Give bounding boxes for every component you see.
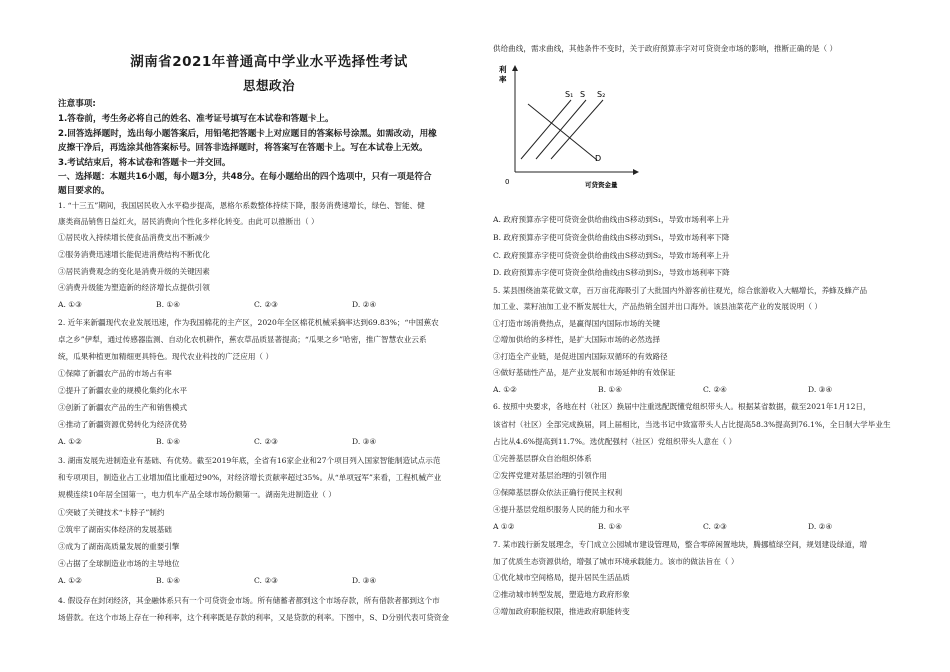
q3-option-b[interactable]: B. ①④: [156, 576, 181, 585]
x-axis-label: 可贷资金量: [585, 181, 618, 189]
q6-item: ②发挥党建对基层治理的引领作用: [493, 471, 607, 480]
q3-stem: 3. 湖南发展先进制造业有基础、有优势。截至2019年底，全省有16家企业和27个项目列入国家智能制造试点示范: [58, 456, 441, 465]
q5-stem: 5. 某县围绕油菜花做文章，百万亩花海吸引了大批国内外游客前往观光，综合旅游收入大幅增长，养蜂及蜂产品: [493, 286, 868, 295]
q3-item: ④占据了全球制造业市场的主导地位: [58, 559, 180, 568]
q1-option-c[interactable]: C. ②③: [254, 300, 278, 309]
q6-stem: 该省村（社区）全部完成换届，同上届相比，当选书记中致富带头人占比提高58.3%提高到76.1%，全日制大学毕业生: [493, 420, 891, 429]
q6-option-d[interactable]: D. ②④: [808, 522, 833, 531]
q2-item: ②提升了新疆农业的规模化集约化水平: [58, 386, 188, 395]
q4-stem-continued: 供给曲线，需求曲线，其他条件不变时，关于政府预算赤字对可贷资金市场的影响，推断正确的是（ ）: [493, 44, 838, 53]
q2-option-a[interactable]: A. ①②: [58, 437, 82, 446]
q2-options: [58, 437, 450, 447]
curve-d: [528, 104, 597, 160]
q6-option-c[interactable]: C. ②③: [703, 522, 727, 531]
q4-option-b[interactable]: B. 政府预算赤字使可贷资金供给曲线由S移动到S₁，导致市场利率下降: [493, 233, 730, 242]
q1-stem: 1. “十三五”期间，我国居民收入水平稳步提高，恩格尔系数整体持续下降，服务消费速增长，绿色、智能、健: [58, 201, 425, 210]
q3-option-c[interactable]: C. ②③: [254, 576, 278, 585]
q4-option-a[interactable]: A. 政府预算赤字使可贷资金供给曲线由S移动到S₁，导致市场利率上升: [493, 215, 730, 224]
curve-label-s2: S₂: [597, 90, 606, 99]
q2-item: ③创新了新疆农产品的生产和销售模式: [58, 403, 188, 412]
notice-item: 1.答卷前，考生务必将自己的姓名、准考证号填写在本试卷和答题卡上。: [58, 114, 334, 124]
q1-options: [58, 300, 450, 310]
q6-stem: 6. 按照中央要求，各地在村（社区）换届中注重选配既懂党组织带头人。根据某省数据，截至2021年1月12日，: [493, 402, 871, 411]
q1-item: ④消费升级能为塑造新的经济增长点提供引领: [58, 283, 210, 292]
q3-option-d[interactable]: D. ③④: [352, 576, 377, 585]
notice-item: 2.回答选择题时，选出每小题答案后，用铅笔把答题卡上对应题目的答案标号涂黑。如需改动，用橡: [58, 129, 437, 139]
q4-option-c[interactable]: C. 政府预算赤字使可贷资金供给曲线由S移动到S₂，导致市场利率上升: [493, 251, 730, 260]
q1-option-d[interactable]: D. ②④: [352, 300, 377, 309]
q5-option-c[interactable]: C. ②④: [703, 385, 727, 394]
q6-option-a[interactable]: A ①②: [493, 522, 515, 531]
q2-stem: 统，瓜果种植更加精细更具特色。现代农业科技的广泛应用（ ）: [58, 352, 274, 361]
q7-item: ③增加政府职能权限，推进政府职能转变: [493, 607, 630, 616]
q1-option-b[interactable]: B. ①④: [156, 300, 181, 309]
curve-label-d: D: [595, 154, 602, 163]
q2-option-b[interactable]: B. ①④: [156, 437, 181, 446]
curve-s: [536, 100, 586, 159]
q3-item: ①突破了关键技术“卡脖子”制约: [58, 508, 165, 517]
notice-item: 皮擦干净后，再选涂其他答案标号。回答非选择题时，将答案写在答题卡上。写在本试卷上无效。: [58, 143, 428, 153]
q7-stem: 7. 某市践行新发展理念，专门成立公园城市建设管理局，整合零碎闲置地块，腾挪植绿空间，规划建设绿道，增: [493, 540, 868, 549]
q3-option-a[interactable]: A. ①②: [58, 576, 82, 585]
q1-item: ①居民收入持续增长使食品消费支出不断减少: [58, 233, 210, 242]
q7-item: ①优化城市空间格局，提升居民生活品质: [493, 573, 630, 582]
q3-item: ③成为了湖南高质量发展的重要引擎: [58, 542, 180, 551]
q6-options: [493, 522, 913, 532]
curve-label-s1: S₁: [565, 90, 574, 99]
q7-item: ②推动城市转型发展，塑造地方政府形象: [493, 590, 630, 599]
notice-heading: 注意事项:: [58, 99, 96, 109]
q4-stem: 4. 假设存在封闭经济，其金融体系只有一个可贷资金市场。所有储蓄者都到这个市场存款，所有借款者都到这个市: [58, 596, 440, 605]
q1-stem: 康类商品销售日益红火，居民消费向个性化多样化转变。由此可以推断出（ ）: [58, 217, 319, 226]
q5-item: ②增加供给的多样性，是扩大国际市场的必然选择: [493, 335, 661, 344]
y-axis-label-1: 利: [499, 65, 507, 74]
curve-label-s: S: [580, 90, 586, 99]
q6-item: ①完善基层群众自治组织体系: [493, 454, 592, 463]
notice-item: 3.考试结束后，将本试卷和答题卡一并交回。: [58, 158, 231, 168]
q2-stem: 2. 近年来新疆现代农业发展迅速，作为我国棉花的主产区，2020年全区棉花机械采摘率达到69.83%；“中国蕉农: [58, 318, 439, 327]
q2-option-d[interactable]: D. ③④: [352, 437, 377, 446]
origin-label: 0: [505, 178, 510, 186]
q5-item: ①打造市场消费热点，是赢得国内国际市场的关键: [493, 319, 661, 328]
q5-item: ④做好基础性产品，是产业发展和市场延伸的有效保证: [493, 368, 676, 377]
q1-item: ③居民消费观念的变化是消费升级的关键因素: [58, 267, 210, 276]
q1-item: ②服务消费迅速增长能促进消费结构不断优化: [58, 250, 210, 259]
q3-stem: 规模连续10年居全国第一，电力机车产品全球市场份额第一。湖南先进制造业（ ）: [58, 490, 336, 499]
loanable-funds-chart: [493, 60, 643, 200]
q2-item: ①保障了新疆农产品的市场占有率: [58, 369, 172, 378]
section-heading: 题目要求的。: [58, 186, 110, 196]
q4-option-d[interactable]: D. 政府预算赤字使可贷资金供给曲线由S移动到S₂，导致市场利率下降: [493, 268, 730, 277]
q6-stem: 占比从4.6%提高到11.7%。选优配强村（社区）党组织带头人意在（ ）: [493, 437, 737, 446]
q5-options: [493, 385, 913, 395]
subject-title: 思想政治: [242, 78, 295, 93]
q2-item: ④推动了新疆资源优势转化为经济优势: [58, 420, 188, 429]
q5-stem: 加工业、菜籽油加工业不断发展壮大，产品热销全国并出口海外。该县油菜花产业的发展说明（ ）: [493, 302, 822, 311]
page-title: 湖南省2021年普通高中学业水平选择性考试: [130, 54, 408, 70]
q5-item: ③打造全产业链，是促进国内国际双循环的有效路径: [493, 352, 668, 361]
q7-stem: 加了优质生态资源供给，增强了城市环境承载能力。该市的做法旨在（ ）: [493, 557, 739, 566]
q3-item: ②筑牢了湖南实体经济的发展基础: [58, 525, 172, 534]
q1-option-a[interactable]: A. ①③: [58, 300, 82, 309]
q5-option-b[interactable]: B. ①④: [598, 385, 623, 394]
curve-s1: [521, 100, 571, 159]
q6-item: ③保障基层群众依法正确行使民主权利: [493, 488, 623, 497]
q3-stem: 和专项项目，制造业占工业增加值比重超过90%，对经济增长贡献率超过35%。从“单项冠军”来看，工程机械产业: [58, 473, 442, 482]
q5-option-d[interactable]: D. ③④: [808, 385, 833, 394]
q5-option-a[interactable]: A. ①②: [493, 385, 517, 394]
q6-option-b[interactable]: B. ①④: [598, 522, 623, 531]
q4-stem: 场借款。在这个市场上存在一种利率，这个利率既是存款的利率，又是贷款的利率。下图中，S、D分别代表可贷资金: [58, 613, 449, 622]
q2-stem: 卓之乡”伊犁，通过传感器监测、自动化农机耕作，蕉农草品质显著提高；“瓜果之乡”哈密，推广智慧农业云系: [58, 335, 427, 344]
q3-options: [58, 576, 450, 586]
section-heading: 一、选择题：本题共16小题，每小题3分，共48分。在每小题给出的四个选项中，只有一项是符合: [58, 172, 432, 182]
q6-item: ④提升基层党组织服务人民的能力和水平: [493, 505, 630, 514]
y-axis-label-2: 率: [499, 75, 507, 84]
q2-option-c[interactable]: C. ②③: [254, 437, 278, 446]
